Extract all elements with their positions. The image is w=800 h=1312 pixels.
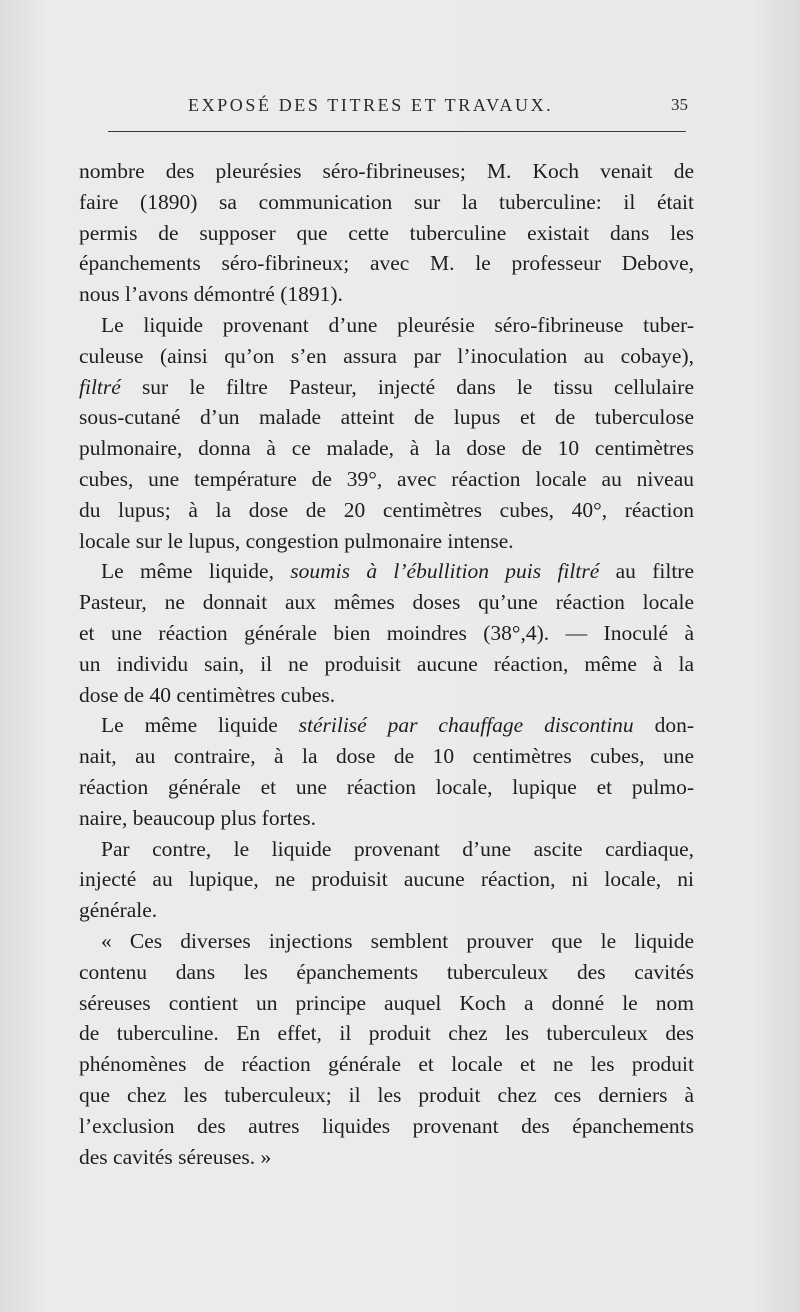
paragraph [79,310,694,556]
text-line: Le même liquide, soumis à l’ébullition puis filtré au filtre [101,559,694,584]
text-line: générale. [79,898,158,923]
text-line: phénomènes de réaction générale et locale et ne les produit [79,1052,694,1077]
italic-emphasis: filtré [79,374,121,399]
page-header [0,90,800,130]
page-number: 35 [671,95,688,114]
text-line: l’exclusion des autres liquides provenant des épanchements [79,1113,694,1138]
running-title: EXPOSÉ DES TITRES ET TRAVAUX. [188,95,554,115]
text-line: injecté au lupique, ne produisit aucune réaction, ni locale, ni [79,867,694,892]
text-line: Le liquide provenant d’une pleurésie séro-fibrineuse tuber- [101,312,694,337]
text-line: des cavités séreuses. » [79,1144,272,1169]
text-line: réaction générale et une réaction locale, lupique et pulmo- [79,774,694,799]
text-line: de tuberculine. En effet, il produit chez les tuberculeux des [79,1021,694,1046]
paragraph [79,156,694,310]
text-line: nous l’avons démontré (1891). [79,282,343,307]
text-line: faire (1890) sa communication sur la tuberculine: il était [79,189,694,214]
text-line: Pasteur, ne donnait aux mêmes doses qu’une réaction locale [79,590,694,615]
text-line: épanchements séro-fibrineux; avec M. le professeur Debove, [79,251,694,276]
text-line: que chez les tuberculeux; il les produit chez ces derniers à [79,1082,694,1107]
header-rule [108,131,686,132]
paragraph [79,834,694,926]
text-line: cubes, une température de 39°, avec réaction locale au niveau [79,466,694,491]
text-line: nait, au contraire, à la dose de 10 centimètres cubes, une [79,744,694,769]
paragraph [79,556,694,710]
text-line: permis de supposer que cette tuberculine existait dans les [79,220,694,245]
paragraph [79,926,694,1172]
text-line: culeuse (ainsi qu’on s’en assura par l’inoculation au cobaye), [79,343,694,368]
italic-emphasis: soumis à l’ébullition puis filtré [290,559,600,584]
text-line: du lupus; à la dose de 20 centimètres cubes, 40°, réaction [79,497,694,522]
text-line: et une réaction générale bien moindres (38°,4). — Inoculé à [79,620,694,645]
text-line: dose de 40 centimètres cubes. [79,682,336,707]
text-line: pulmonaire, donna à ce malade, à la dose de 10 centimètres [79,436,694,461]
text-line: Le même liquide stérilisé par chauffage discontinu don- [101,713,694,738]
italic-emphasis: stérilisé par chauffage discontinu [298,713,634,738]
body-text [79,156,694,1172]
paragraph [79,710,694,833]
text-line: un individu sain, il ne produisit aucune réaction, même à la [79,651,694,676]
text-line: « Ces diverses injections semblent prouver que le liquide [101,928,694,953]
text-line: locale sur le lupus, congestion pulmonaire intense. [79,528,514,553]
text-line: naire, beaucoup plus fortes. [79,805,317,830]
text-line: Par contre, le liquide provenant d’une ascite cardiaque, [101,836,694,861]
text-line: filtré sur le filtre Pasteur, injecté dans le tissu cellulaire [79,374,694,399]
text-line: nombre des pleurésies séro-fibrineuses; M. Koch venait de [79,159,694,183]
text-line: sous-cutané d’un malade atteint de lupus et de tuberculose [79,405,694,430]
text-line: séreuses contient un principe auquel Koch a donné le nom [79,990,694,1015]
text-line: contenu dans les épanchements tuberculeux des cavités [79,959,694,984]
